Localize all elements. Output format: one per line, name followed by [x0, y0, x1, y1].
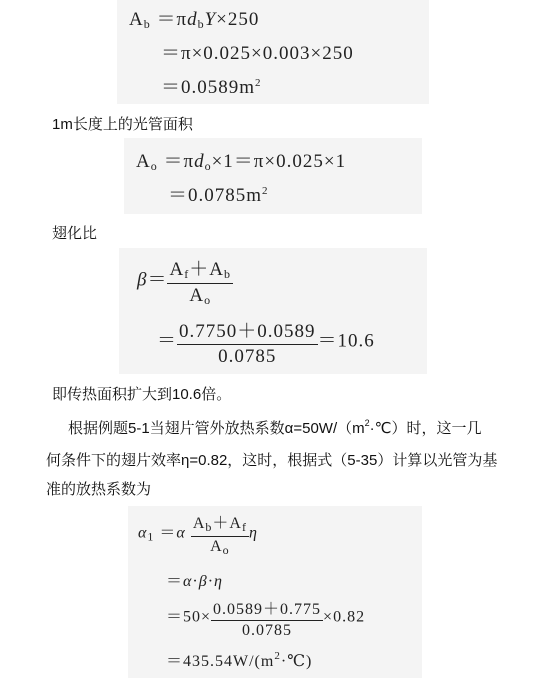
formula-ab-line2: ＝π×0.025×0.003×250: [161, 43, 354, 64]
formula-alpha-line2: ＝α·β·η: [166, 573, 223, 590]
text-fin-ratio: 翅化比: [52, 225, 98, 242]
formula-beta-line2: ＝ $\frac{0.7750+0.0589}{0.0785}$ ＝10.6: [157, 316, 375, 368]
formula-block-alpha: [128, 506, 422, 678]
text-area-expansion-result: 即传热面积扩大到10.6倍。: [52, 386, 232, 403]
formula-block-ao: [124, 138, 422, 214]
formula-alpha-line1: $\alpha_1 =\alpha$ $\frac{A_b+A_f}{A_o}$ η: [138, 510, 258, 558]
formula-ab-line1: $A_b =\pi d_bY\times 250$: [129, 9, 260, 31]
formula-block-ab: [117, 0, 429, 104]
paragraph-line3: 准的放热系数为: [46, 481, 152, 498]
formula-alpha-line4: $=435.54W/(m^2\cdot℃)$: [166, 650, 313, 670]
paragraph-line2: 何条件下的翅片效率η=0.82，这时，根据式（5-35）计算以光管为基: [46, 452, 498, 469]
formula-block-beta: [119, 248, 427, 374]
formula-alpha-line3: ＝50× $\frac{0.0589+0.775}{0.0785}$ ×0.82: [166, 596, 365, 640]
formula-ab-line3: $=0.0589m^2$: [161, 77, 262, 98]
formula-beta-line1: β＝ $\frac{A_f+A_b}{A_o}$: [137, 254, 233, 308]
paragraph-line1: 根据例题5-1当翅片管外放热系数$\alpha=50W/(m^2\cdot℃)$时，这一几: [68, 418, 482, 437]
text-bare-tube-area: 1m长度上的光管面积: [52, 116, 193, 133]
formula-ao-line1: $A_o =\pi d_o\times 1=\pi\times 0.025\times 1$: [136, 151, 347, 173]
formula-ao-line2: $=0.0785m^2$: [168, 185, 269, 206]
